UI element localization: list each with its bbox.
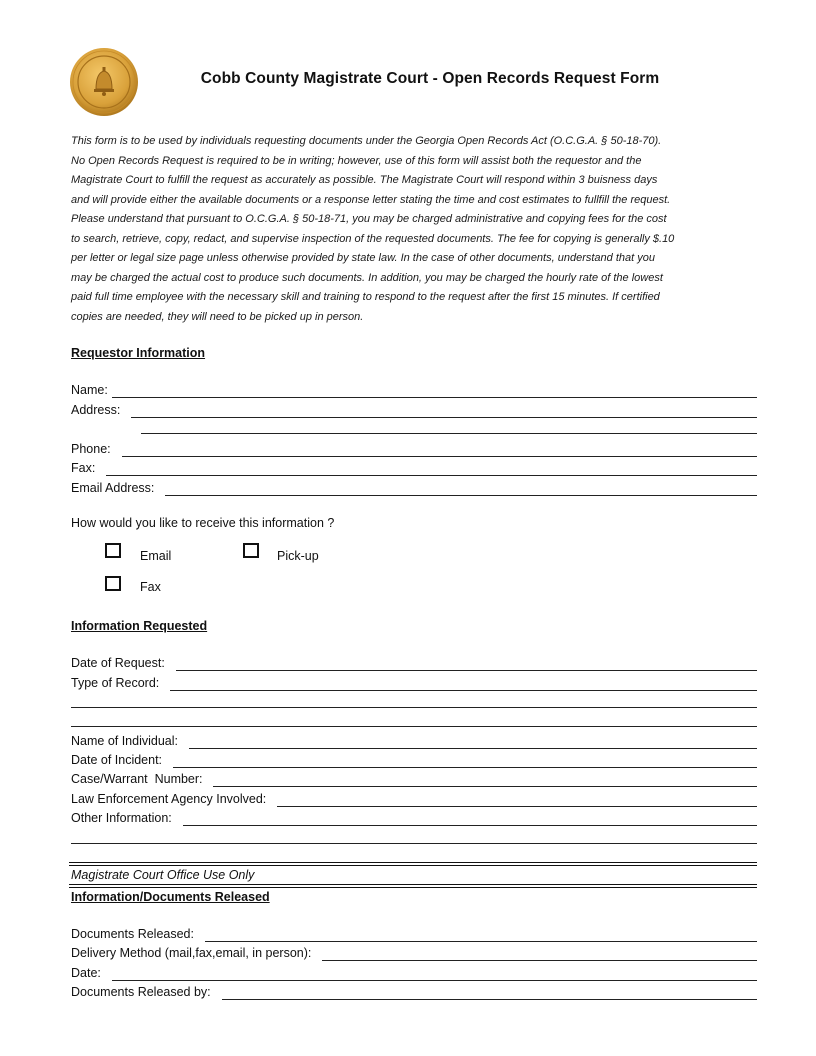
email-input-line[interactable] [165, 481, 757, 496]
email-checkbox[interactable] [105, 543, 121, 558]
section-divider [69, 884, 757, 888]
released-by-label: Documents Released by: [71, 985, 218, 999]
email-option-label: Email [140, 549, 172, 563]
type-of-record-line-3[interactable] [71, 712, 757, 727]
date-of-incident-label: Date of Incident: [71, 753, 169, 767]
date-of-incident-field[interactable] [71, 750, 757, 768]
delivery-method-input-line[interactable] [322, 946, 757, 961]
intro-line: may be charged the actual cost to produce such documents. In addition, you may be charged the hourly rate of the lowest [71, 271, 663, 284]
documents-released-field[interactable] [71, 924, 757, 942]
released-by-input-line[interactable] [222, 985, 757, 1000]
case-number-label: Case/Warrant Number: [71, 772, 210, 786]
intro-line: This form is to be used by individuals requesting documents under the Georgia Open Records Act (O.C.G.A. § 50-18-70). [71, 135, 662, 147]
case-number-input-line[interactable] [213, 772, 757, 787]
type-of-record-field[interactable] [71, 673, 757, 691]
other-information-field[interactable] [71, 808, 757, 826]
office-use-note: Magistrate Court Office Use Only [71, 868, 255, 882]
intro-line: No Open Records Request is required to be in writing; however, use of this form will assist both the requestor and the [71, 154, 642, 167]
fax-option-label: Fax [140, 580, 161, 594]
intro-line: paid full time employee with the necessary skill and training to respond to the request after the first 15 minutes. If certified [71, 291, 660, 303]
intro-line: Please understand that pursuant to O.C.G.A. § 50-18-71, you may be charged administrative and copying fees for the cost [71, 213, 667, 225]
documents-released-label: Documents Released: [71, 927, 201, 941]
other-information-label: Other Information: [71, 811, 179, 825]
page-title: Cobb County Magistrate Court - Open Records Request Form [200, 70, 660, 87]
fax-checkbox[interactable] [105, 576, 121, 591]
fax-field[interactable] [71, 458, 757, 476]
intro-line: and will provide either the available documents or a response letter stating the time and cost estimates to fullfill the request. [71, 193, 671, 206]
agency-field[interactable] [71, 789, 757, 807]
address-field[interactable] [71, 400, 757, 418]
delivery-method-label: Delivery Method (mail,fax,email, in person): [71, 946, 319, 960]
email-field[interactable] [71, 478, 757, 496]
released-by-field[interactable] [71, 982, 757, 1000]
type-of-record-line-2[interactable] [71, 693, 757, 708]
phone-field[interactable] [71, 439, 757, 457]
name-input-line[interactable] [112, 383, 757, 398]
intro-paragraph [71, 132, 751, 327]
fax-label: Fax: [71, 461, 103, 475]
address-input-line[interactable] [131, 403, 757, 418]
type-of-record-input-line[interactable] [170, 676, 757, 691]
date-of-request-label: Date of Request: [71, 656, 172, 670]
released-date-input-line[interactable] [112, 966, 757, 981]
address-label: Address: [71, 403, 128, 417]
name-of-individual-label: Name of Individual: [71, 734, 185, 748]
date-of-incident-input-line[interactable] [173, 753, 757, 768]
intro-line: Magistrate Court to fulfill the request as accurately as possible. The Magistrate Court will respond within 3 buisness days [71, 174, 658, 186]
info-heading: Information Requested [71, 619, 208, 633]
other-information-input-line[interactable] [183, 811, 757, 826]
intro-line: per letter or legal size page unless otherwise provided by state law. In the case of other documents, understand that you [71, 252, 655, 264]
county-seal-logo [69, 47, 139, 117]
released-date-label: Date: [71, 966, 108, 980]
requestor-heading: Requestor Information [71, 346, 206, 360]
name-of-individual-field[interactable] [71, 731, 757, 749]
section-divider [69, 862, 757, 866]
other-information-line-2[interactable] [71, 829, 757, 844]
phone-label: Phone: [71, 442, 118, 456]
email-label: Email Address: [71, 481, 162, 495]
date-of-request-field[interactable] [71, 653, 757, 671]
type-of-record-label: Type of Record: [71, 676, 167, 690]
address-line-2[interactable] [141, 419, 757, 434]
documents-released-input-line[interactable] [205, 927, 757, 942]
fax-input-line[interactable] [106, 461, 757, 476]
phone-input-line[interactable] [122, 442, 757, 457]
delivery-question: How would you like to receive this information ? [71, 516, 335, 530]
name-label: Name: [71, 383, 108, 397]
name-field[interactable] [71, 380, 757, 398]
agency-input-line[interactable] [277, 792, 757, 807]
date-of-request-input-line[interactable] [176, 656, 757, 671]
intro-line: to search, retrieve, copy, redact, and supervise inspection of the requested documents. The fee for copying is generally $.10 [71, 232, 675, 245]
pickup-checkbox[interactable] [243, 543, 259, 558]
released-date-field[interactable] [71, 963, 757, 981]
agency-label: Law Enforcement Agency Involved: [71, 792, 274, 806]
intro-line: copies are needed, they will need to be picked up in person. [71, 310, 364, 323]
released-heading: Information/Documents Released [71, 890, 270, 904]
case-number-field[interactable] [71, 769, 757, 787]
name-of-individual-input-line[interactable] [189, 734, 757, 749]
pickup-option-label: Pick-up [277, 549, 319, 563]
delivery-method-field[interactable] [71, 943, 757, 961]
